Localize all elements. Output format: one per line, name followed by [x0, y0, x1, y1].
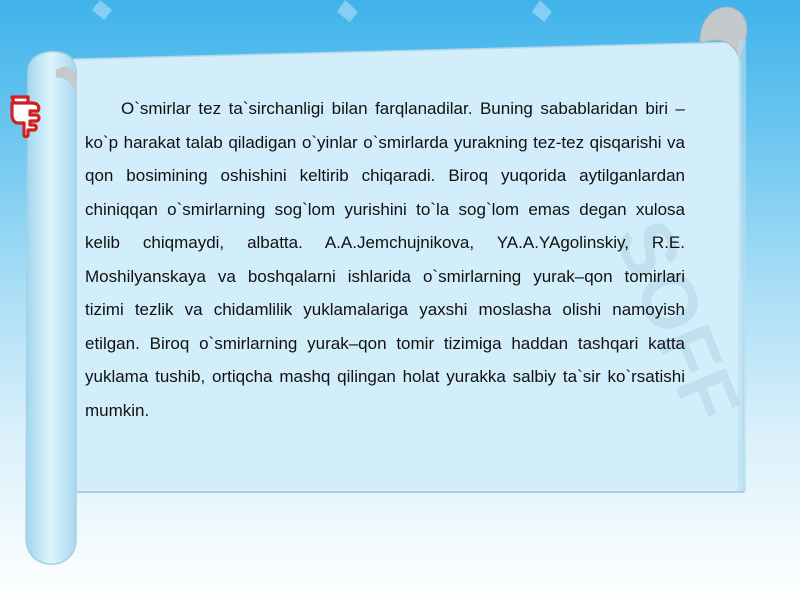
body-paragraph: O`smirlar tez ta`sirchanligi bilan farqlanadilar. Buning sabablaridan biri – ko`p harakat talab qiladigan o`yinlar o`smirlarda yurakning tez-tez qisqarishi va qon bosimining oshishini keltirib chiqaradi. Biroq yuqorida aytilganlardan chiniqqan o`smirlarning sog`lom yurishini to`la sog`lom emas degan xulosa kelib chiqmaydi, albatta. A.A.Jemchujnikova, YA.A.YAgolinskiy, R.E. Moshilyanskaya va boshqalarni ishlarida o`smirlarning yurak–qon tomirlari tizimi tezlik va chidamlilik yuklamalariga yaxshi moslasha olishi namoyish etilgan. Biroq o`smirlarning yurak–qon tomir tizimiga haddan tashqari katta yuklama tushib, ortiqcha mashq qilingan holat yurakka salbiy ta`sir ko`rsatishi mumkin.: [85, 99, 685, 420]
watermark-text: SOFF: [598, 208, 758, 434]
pointing-hand-icon: [8, 93, 46, 139]
